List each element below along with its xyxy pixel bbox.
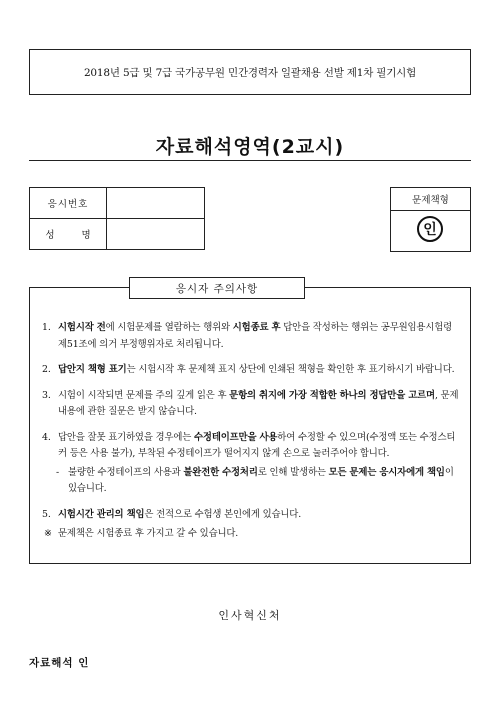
booklet-type-mark: 인 — [417, 216, 443, 242]
notice-item — [38, 465, 462, 498]
booklet-type-box — [390, 187, 471, 252]
notice-emphasis-text: 불완전한 수정처리 — [183, 466, 258, 478]
notice-text: 문제책은 시험종료 후 가지고 갈 수 있습니다. — [58, 528, 239, 539]
notice-emphasis-text: 모든 문제는 응시자에게 책임 — [328, 466, 445, 478]
notice-emphasis-text: 시험시작 전 — [58, 322, 106, 333]
notice-text: 답안을 잘못 표기하였을 경우에는 — [58, 431, 195, 443]
notice-item-number: 2. — [42, 364, 51, 375]
footer-label: 자료해석 인 — [29, 657, 90, 669]
booklet-type-label: 문제책형 — [391, 188, 470, 211]
notice-item-number: ※ — [44, 528, 52, 539]
candidate-info-table — [29, 187, 205, 250]
notice-text: 이 있습니다. — [68, 466, 454, 494]
exam-number-field[interactable] — [107, 188, 205, 219]
notice-text: 에 시험문제를 열람하는 행위와 — [105, 322, 233, 333]
notice-item-number: 1. — [42, 322, 51, 333]
exam-header-text: 2018년 5급 및 7급 국가공무원 민간경력자 일괄채용 선발 제1차 필기시험 — [83, 66, 417, 79]
notice-item — [38, 362, 462, 379]
exam-header — [29, 49, 471, 95]
name-field[interactable] — [107, 219, 205, 250]
notice-item — [38, 507, 462, 524]
notice-text: , 문제내용에 관한 질문은 받지 않습니다. — [58, 389, 459, 417]
notice-item-number: 3. — [42, 389, 51, 401]
notice-text: 불량한 수정테이프의 사용과 — [68, 466, 184, 478]
notice-text: 시험이 시작되면 문제를 주의 깊게 읽은 후 — [58, 389, 230, 401]
notice-item — [38, 526, 462, 543]
notice-emphasis-text: 시험시간 관리의 책임 — [58, 508, 145, 520]
notice-item — [38, 320, 462, 353]
name-label: 성 명 — [30, 219, 107, 250]
notice-text: 는 시험시작 후 문제책 표지 상단에 인쇄된 책형을 확인한 후 표기하시기 바랍니다. — [126, 364, 455, 375]
notice-list — [38, 320, 462, 552]
notice-item-number: 5. — [42, 508, 51, 520]
notice-item — [38, 388, 462, 421]
section-title: 자료해석영역(2교시) — [155, 136, 345, 158]
notice-emphasis-text: 시험종료 후 — [232, 322, 281, 333]
notice-emphasis-text: 문항의 취지에 가장 적합한 하나의 정답만을 고르며 — [229, 389, 435, 401]
notice-item-number: - — [56, 466, 60, 478]
notice-emphasis-text: 수정테이프만을 사용 — [194, 431, 278, 443]
exam-number-label: 응시번호 — [30, 188, 107, 219]
notice-title: 응시자 주의사항 — [129, 277, 305, 299]
notice-text: 하여 수정할 수 있으며(수정액 또는 수정스티커 등은 사용 불가), 부착된 수정테이프가 떨어지지 않게 손으로 눌러주어야 합니다. — [58, 431, 456, 459]
notice-item — [38, 430, 462, 463]
notice-item-number: 4. — [42, 431, 51, 443]
notice-text: 답안을 작성하는 행위는 공무원임용시험령 제51조에 의거 부정행위자로 처리됩니다. — [58, 322, 453, 350]
title-divider — [29, 160, 471, 161]
notice-text: 은 전적으로 수험생 본인에게 있습니다. — [144, 508, 302, 520]
notice-emphasis-text: 답안지 책형 표기 — [58, 364, 127, 375]
organization-name: 인사혁신처 — [218, 609, 282, 622]
notice-text: 로 인해 발생하는 — [257, 466, 329, 478]
